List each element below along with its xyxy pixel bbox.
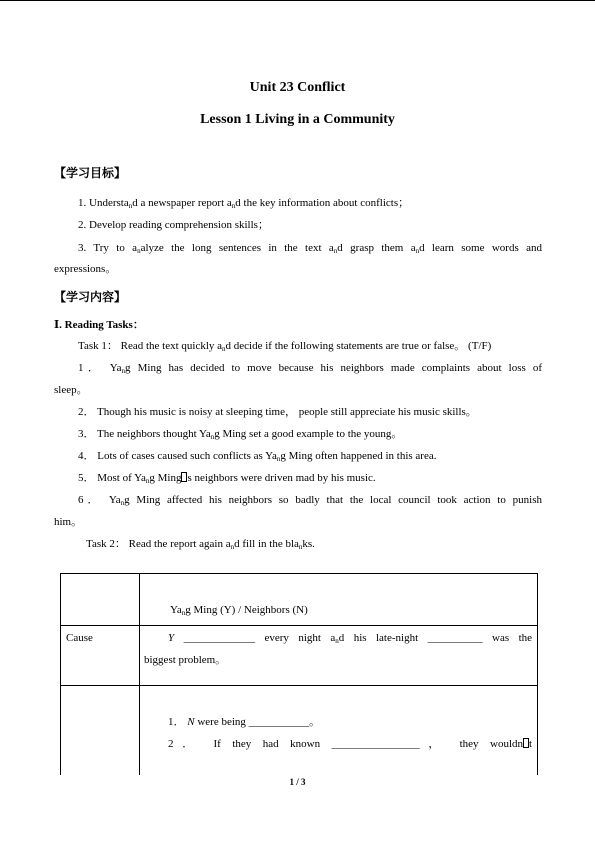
table-cell-r3c2	[139, 685, 538, 775]
task1-item-1: 1． $Ya_ng$ Ming has decided to move because his neighbors made complaints about loss of	[78, 362, 542, 375]
task2-intro: Task 2： Read the report again $a_nd$ fill in the bla$_n$ks.	[86, 538, 315, 551]
reading-tasks-heading: Ⅰ. Reading Tasks：	[54, 319, 144, 331]
table-header: $Ya_ng$ Ming (Y) / Neighbors (N)	[170, 604, 308, 617]
goal-1: 1. Understa$_n$d a newspaper report $a_nd$ the key information about conflicts；	[78, 197, 410, 210]
lesson-title: Lesson 1 Living in a Community	[200, 112, 395, 127]
section-goals-heading: 【学习目标】	[54, 166, 127, 180]
cause-label: Cause	[66, 632, 93, 644]
table-cell-r3c1	[60, 685, 140, 775]
goal-3: 3. Try to $a_nalyze$ the long sentences in the text $a_nd$ grasp them $a_nd$ learn some words and	[78, 242, 542, 255]
task1-item-5: 5． Most of $Ya_ng$ Ming s neighbors were driven mad by his music.	[78, 472, 376, 485]
task1-item-6: 6． $Ya_ng$ Ming affected his neighbors so badly that the local council took action to punish	[78, 494, 542, 507]
effect-line-1: 1． N were being ___________。	[168, 716, 321, 728]
top-rule	[0, 0, 595, 1]
section-content-heading: 【学习内容】	[54, 290, 127, 304]
goal-2: 2. Develop reading comprehension skills；	[78, 219, 269, 231]
task1-item-2: 2． Though his music is noisy at sleeping time， people still appreciate his music skills。	[78, 406, 477, 418]
task1-item-6-cont: him。	[54, 516, 83, 528]
page-number: 1 / 3	[289, 777, 306, 787]
cause-line-2: biggest problem。	[144, 654, 227, 666]
unit-title: Unit 23 Conflict	[249, 80, 346, 95]
cause-line-1: Y _____________ every night $a_nd$ his late-night __________ was the	[168, 632, 533, 645]
table-cell-r1c1	[60, 573, 140, 626]
task1-intro: Task 1： Read the text quickly $a_nd$ decide if the following statements are true or false。 (T/F)	[78, 340, 492, 353]
task1-item-4: 4． Lots of cases caused such conflicts as $Ya_ng$ Ming often happened in this area.	[78, 450, 437, 463]
task1-item-1-cont: sleep。	[54, 384, 88, 396]
task1-item-3: 3． The neighbors thought $Ya_ng$ Ming set a good example to the young。	[78, 428, 403, 441]
effect-line-2: 2． If they had known ________________， they wouldn t	[168, 738, 533, 750]
goal-3-cont: expressions。	[54, 263, 117, 275]
